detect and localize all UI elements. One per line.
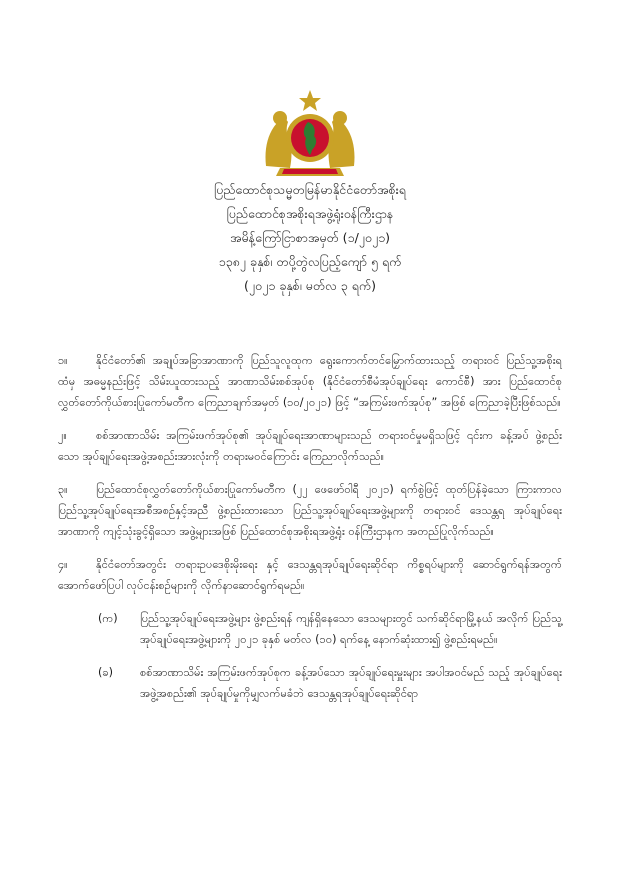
gregorian-date: (၂၀၂၁ ခုနှစ်၊ မတ်လ ၃ ရက်) (244, 278, 376, 293)
paragraph-text: နိုင်ငံတော်အတွင်း တရားဥပဒေစိုးမိုးရေး နှင့် ဒေသန္တရအုပ်ချုပ်ရေးဆိုင်ရာ ကိစ္စရပ်များကို ဆောင်ရွက်ရန်အတွက် အောက်ဖော်ပြပါ လုပ်ငန်းစဉ်များကို လိုက်နာဆောင်ရွက်ရမည်။ (58, 558, 562, 592)
document-header (60, 178, 560, 298)
subparagraph (58, 608, 562, 650)
document-body (58, 350, 562, 716)
paragraph-number: ၂။ (58, 429, 67, 442)
subparagraph-text: ပြည်သူ့အုပ်ချုပ်ရေးအဖွဲ့များ ဖွဲ့စည်းရန် ကျန်ရှိနေသော ဒေသများတွင် သက်ဆိုင်ရာမြို့နယ် အလိုက် ပြည်သူ့အုပ်ချုပ်ရေးအဖွဲ့များကို ၂၀၂၁ ခုနှစ် မတ်လ (၁၀) ရက်နေ့ နောက်ဆုံးထား၍ ဖွဲ့စည်းရမည်။ (140, 612, 562, 646)
paragraph (58, 425, 562, 467)
paragraph-number: ၃။ (58, 483, 68, 496)
subparagraph (58, 662, 562, 704)
paragraph-number: ၁။ (58, 354, 68, 367)
government-name: ပြည်ထောင်စုသမ္မတမြန်မာနိုင်ငံတော်အစိုးရ (214, 182, 406, 197)
subparagraph-number: (က) (98, 612, 118, 625)
myanmar-date: ၁၃၈၂ ခုနှစ်၊ တပို့တွဲလပြည့်ကျော် ၅ ရက် (218, 254, 402, 269)
paragraph (58, 350, 562, 413)
paragraph (58, 479, 562, 542)
paragraph-number: ၄။ (58, 558, 68, 571)
subparagraph-text: စစ်အာဏာသိမ်း အကြမ်းဖက်အုပ်စုက ခန့်အပ်သော အုပ်ချုပ်ရေးမှူးများ အပါအဝင်မည် သည့် အုပ်ချုပ်ရေးအဖွဲ့အစည်း၏ အုပ်ချုပ်မှုကိုမျှလက်မခံဘဲ ဒေသန္တရအုပ်ချုပ်ရေးဆိုင်ရာ (140, 666, 562, 700)
order-number: အမိန့်ကြော်ငြာစာအမှတ် (၁/၂၀၂၁) (229, 230, 391, 245)
state-seal-icon (256, 88, 364, 180)
paragraph (58, 554, 562, 596)
paragraph-text: စစ်အာဏာသိမ်း အကြမ်းဖက်အုပ်စု၏ အုပ်ချုပ်ရေးအာဏာများသည် တရားဝင်မှုမရှိသဖြင့် ၎င်းက ခန့်အပ် ဖွဲ့စည်းသော အုပ်ချုပ်ရေးအဖွဲ့အစည်းအားလုံးကို တရားမဝင်ကြောင်း ကြေညာလိုက်သည်။ (58, 429, 562, 463)
paragraph-text: နိုင်ငံတော်၏ အချုပ်အခြာအာဏာကို ပြည်သူလူထုက ရွေးကောက်တင်မြှောက်ထားသည့် တရားဝင် ပြည်သူ့အစိုးရထံမှ အဓမ္မနည်းဖြင့် သိမ်းယူထားသည့် အာဏာသိမ်းစစ်အုပ်စု (နိုင်ငံတော်စီမံအုပ်ချုပ်ရေး ကောင်စီ) အား ပြည်ထောင်စုလွှတ်တော်ကိုယ်စားပြုကော်မတီက ကြေညာချက်အမှတ် (၁၀/၂၀၂၁) ဖြင့် “အကြမ်းဖက်အုပ်စု” အဖြစ် ကြေညာခဲ့ပြီးဖြစ်သည်။ (58, 354, 562, 409)
paragraph-text: ပြည်ထောင်စုလွှတ်တော်ကိုယ်စားပြုကော်မတီက (၂၂ ဖေဖော်ဝါရီ ၂၀၂၁) ရက်စွဲဖြင့် ထုတ်ပြန်ခဲ့သော ကြားကာလ ပြည်သူ့အုပ်ချုပ်ရေးအစီအစဉ်နှင့်အညီ ဖွဲ့စည်းထားသော ပြည်သူ့အုပ်ချုပ်ရေးအဖွဲ့များကို တရားဝင် ဒေသန္တရ အုပ်ချုပ်ရေးအာဏာကို ကျင့်သုံးခွင့်ရှိသော အဖွဲ့များအဖြစ် ပြည်ထောင်စုအစိုးရအဖွဲ့ရုံး ဝန်ကြီးဌာနက အတည်ပြုလိုက်သည်။ (58, 483, 562, 538)
subparagraph-number: (ခ) (98, 666, 114, 679)
ministry-name: ပြည်ထောင်စုအစိုးရအဖွဲ့ရုံးဝန်ကြီးဌာန (226, 206, 394, 221)
